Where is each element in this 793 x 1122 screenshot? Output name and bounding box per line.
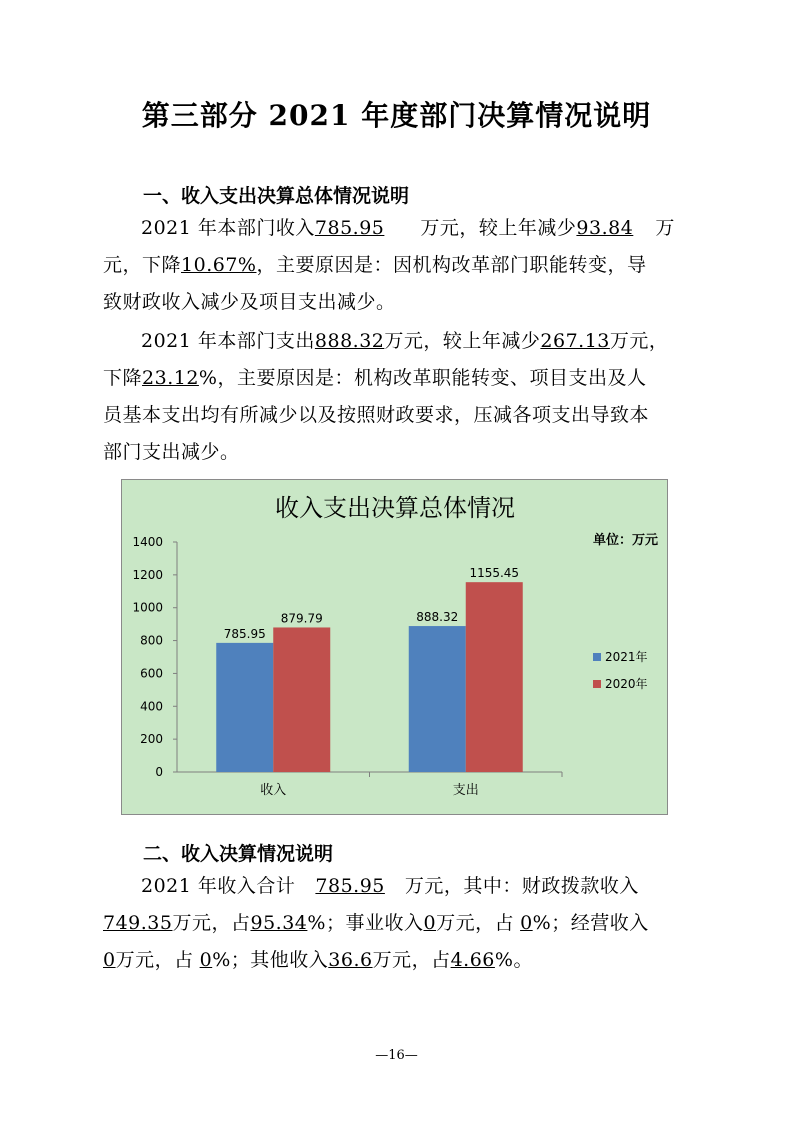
paragraph-income-summary (103, 210, 693, 321)
expense-decline-percent: 23.12 (142, 367, 199, 389)
text-line: 员基本支出均有所减少以及按照财政要求，压减各项支出导致本 (103, 404, 650, 426)
y-tick-label: 200 (140, 732, 163, 747)
text-segment: %；经营收入 (532, 912, 649, 934)
legend-label: 2020年 (605, 677, 648, 691)
y-tick-label: 1200 (132, 567, 163, 582)
text-line: 部门支出减少。 (103, 441, 240, 463)
bar-data-label: 1155.45 (469, 566, 520, 581)
text-segment: %，主要原因是：机构改革职能转变、项目支出及人 (198, 367, 647, 389)
page-number: —16— (375, 1048, 418, 1063)
y-tick-label: 1000 (132, 600, 163, 615)
chart-unit-label: 单位：万元 (592, 533, 658, 548)
bar-2020 (273, 627, 330, 772)
text-segment: 万元，其中：财政拨款收入 (404, 875, 639, 897)
fiscal-appropriation-percent: 95.34 (250, 912, 308, 934)
operating-income-percent: 0 (199, 949, 213, 971)
text-segment: 万元， (609, 330, 669, 352)
bar-2021 (216, 643, 273, 772)
other-income-percent: 4.66 (450, 949, 495, 971)
section-heading-2: 二、收入决算情况说明 (143, 843, 334, 865)
y-tick-label: 1400 (132, 535, 163, 549)
operating-income-value: 0 (103, 949, 116, 971)
bar-data-label: 879.79 (280, 611, 323, 626)
legend-label: 2021年 (605, 650, 648, 664)
chart-title: 收入支出决算总体情况 (275, 494, 515, 522)
text-segment: %；其他收入 (212, 949, 329, 971)
bar-data-label: 785.95 (223, 626, 266, 641)
bar-data-label: 888.32 (416, 610, 459, 625)
business-income-percent: 0 (520, 912, 533, 934)
bar-2020 (466, 582, 523, 772)
paragraph-income-detail (103, 868, 693, 979)
text-segment: ，主要原因是：因机构改革部门职能转变，导 (256, 254, 647, 276)
text-segment: 万元，占 (372, 949, 451, 971)
bar-2021 (409, 626, 466, 772)
text-segment: 2021 年收入合计 (141, 875, 296, 897)
text-segment: 2021 年本部门支出 (141, 330, 315, 352)
business-income-value: 0 (423, 912, 437, 934)
page-title: 第三部分 2021 年度部门决算情况说明 (141, 99, 652, 132)
paragraph-expense-summary (103, 323, 693, 471)
text-segment: 万元，占 (115, 949, 194, 971)
y-tick-label: 400 (140, 699, 163, 714)
text-segment: 2021 年本部门收入 (141, 217, 315, 239)
text-segment: 下降 (103, 367, 143, 389)
income-2021-value: 785.95 (314, 217, 385, 239)
y-tick-label: 0 (155, 765, 163, 779)
legend-swatch (593, 680, 601, 688)
section-heading-1: 一、收入支出决算总体情况说明 (143, 185, 410, 207)
total-income-value: 785.95 (315, 875, 385, 897)
income-decline-percent: 10.67% (181, 254, 257, 276)
other-income-value: 36.6 (328, 949, 373, 971)
expense-decrease-value: 267.13 (540, 330, 610, 352)
underline-fill (639, 875, 649, 897)
legend-swatch (593, 653, 601, 661)
text-segment: 万元，占 (172, 912, 251, 934)
fiscal-appropriation-value: 749.35 (103, 912, 173, 934)
text-segment: %；事业收入 (307, 912, 424, 934)
expense-2021-value: 888.32 (314, 330, 385, 352)
text-segment: 万元，较上年减少 (384, 330, 541, 352)
income-decrease-value: 93.84 (576, 217, 634, 239)
income-expense-chart (121, 479, 668, 815)
text-segment: 万 (655, 217, 675, 239)
text-segment: %。 (494, 949, 533, 971)
text-segment: 元，下降 (103, 254, 182, 276)
x-category-label: 收入 (260, 783, 287, 798)
text-segment: 万元，占 (436, 912, 515, 934)
x-category-label: 支出 (452, 783, 479, 798)
y-tick-label: 600 (140, 666, 163, 681)
text-segment: 万元，较上年减少 (420, 217, 577, 239)
text-line: 致财政收入减少及项目支出减少。 (103, 291, 396, 313)
y-tick-label: 800 (140, 633, 163, 648)
chart-svg (122, 480, 667, 814)
